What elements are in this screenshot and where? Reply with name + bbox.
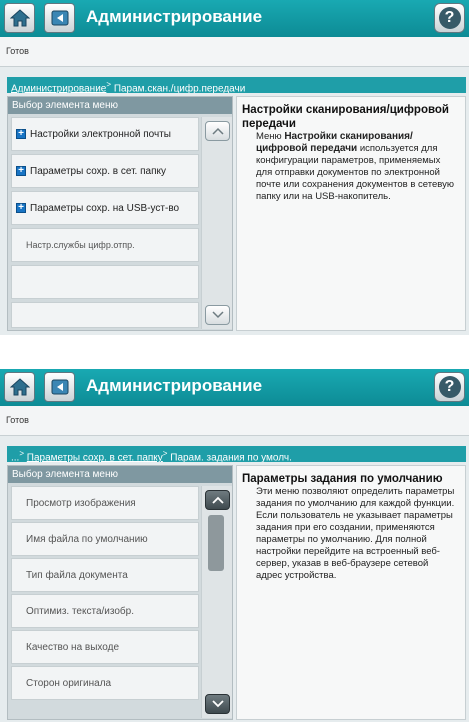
scrollbar[interactable] [201, 486, 232, 718]
menu-item-optimize-text-picture[interactable] [11, 594, 199, 628]
menu-item-original-sides[interactable] [11, 666, 199, 700]
breadcrumb-current: Парам.скан./цифр.передачи [113, 83, 246, 93]
menu-item-label: Сторон оригинала [26, 677, 112, 689]
menu-title: Выбор элемента меню [8, 466, 232, 483]
menu-item-label: Тип файла документа [26, 569, 128, 581]
plus-icon: + [16, 203, 26, 213]
back-icon [50, 378, 70, 396]
breadcrumb-separator: > [106, 80, 112, 89]
breadcrumb-ellipsis[interactable]: ... [11, 452, 20, 462]
home-button[interactable] [4, 372, 35, 402]
top-bar [0, 0, 469, 37]
description-panel [236, 465, 466, 720]
menu-title: Выбор элемента меню [8, 97, 232, 114]
breadcrumb-parent[interactable]: Параметры сохр. в сет. папку [26, 452, 163, 462]
top-bar [0, 369, 469, 406]
help-button[interactable] [434, 3, 465, 33]
menu-item-output-quality[interactable] [11, 630, 199, 664]
scroll-up-button[interactable] [205, 490, 230, 510]
home-icon [10, 9, 30, 27]
description-panel [236, 96, 466, 331]
plus-icon: + [16, 166, 26, 176]
menu-item-default-file-name[interactable] [11, 522, 199, 556]
breadcrumb-root[interactable]: Администрирование [11, 83, 107, 93]
menu-item-label: Просмотр изображения [26, 497, 136, 509]
menu-item-empty [11, 265, 199, 299]
menu-item-usb-settings[interactable] [11, 191, 199, 225]
breadcrumb-current: Парам. задания по умолч. [170, 452, 292, 462]
arrow-up-icon [212, 127, 224, 135]
breadcrumb [7, 446, 466, 462]
back-button[interactable] [44, 372, 75, 402]
scroll-up-button[interactable] [205, 121, 230, 141]
status-line [0, 406, 469, 436]
description-bold: Настройки сканирования/цифровой передачи [256, 131, 413, 154]
menu-item-label: Качество на выходе [26, 641, 120, 653]
page-title: Администрирование [86, 376, 263, 395]
menu-item-label: Настр.службы цифр.отпр. [26, 240, 135, 250]
menu-item-email-settings[interactable] [11, 117, 199, 151]
description-text: используется для конфигурации параметров, применяемых для отправки документов по электронной почте или сохранения документов в сетевую папку или на USB-накопитель. [256, 143, 455, 202]
plus-icon: + [16, 129, 26, 139]
back-icon [50, 9, 70, 27]
description-body: Эти меню позволяют определить параметры задания по умолчанию для каждой функции. Если пользователь не указывает параметры задания при его создании, применяются параметры по умолчанию. Для полной настройки перейдите на встроенный веб-сервер, указав в веб-браузере сетевой адрес устройства. [256, 486, 455, 581]
menu-panel [7, 465, 233, 720]
page-title: Администрирование [86, 7, 263, 26]
menu-item-label: Настройки электронной почты [30, 128, 171, 140]
menu-item-digital-send-service[interactable] [11, 228, 199, 262]
menu-item-empty [11, 302, 199, 328]
menu-item-label: Имя файла по умолчанию [26, 533, 148, 545]
scroll-down-button[interactable] [205, 694, 230, 714]
status-line [0, 37, 469, 67]
menu-item-label: Оптимиз. текста/изобр. [26, 605, 134, 617]
help-icon: ? [439, 376, 461, 398]
menu-panel [7, 96, 233, 331]
home-button[interactable] [4, 3, 35, 33]
menu-item-image-preview[interactable] [11, 486, 199, 520]
scrollbar[interactable] [201, 117, 232, 329]
breadcrumb-separator: > [19, 449, 25, 458]
scroll-down-button[interactable] [205, 305, 230, 325]
arrow-up-icon [212, 496, 224, 504]
description-body [242, 131, 460, 203]
menu-item-label: Параметры сохр. в сет. папку [30, 165, 166, 177]
breadcrumb-separator: > [162, 449, 168, 458]
screen-default-job-options [0, 369, 469, 722]
scroll-thumb[interactable] [208, 515, 224, 571]
home-icon [10, 378, 30, 396]
back-button[interactable] [44, 3, 75, 33]
description-title: Настройки сканирования/цифровой передачи [242, 104, 449, 130]
status-text: Готов [6, 415, 29, 425]
menu-item-document-file-type[interactable] [11, 558, 199, 592]
breadcrumb [7, 77, 466, 93]
screen-scan-settings [0, 0, 469, 335]
arrow-down-icon [212, 311, 224, 319]
menu-item-network-folder[interactable] [11, 154, 199, 188]
description-intro: Меню [256, 131, 285, 142]
help-icon: ? [439, 7, 461, 29]
menu-item-label: Параметры сохр. на USB-уст-во [30, 202, 180, 214]
description-title: Параметры задания по умолчанию [242, 473, 443, 485]
help-button[interactable] [434, 372, 465, 402]
arrow-down-icon [212, 700, 224, 708]
status-text: Готов [6, 46, 29, 56]
